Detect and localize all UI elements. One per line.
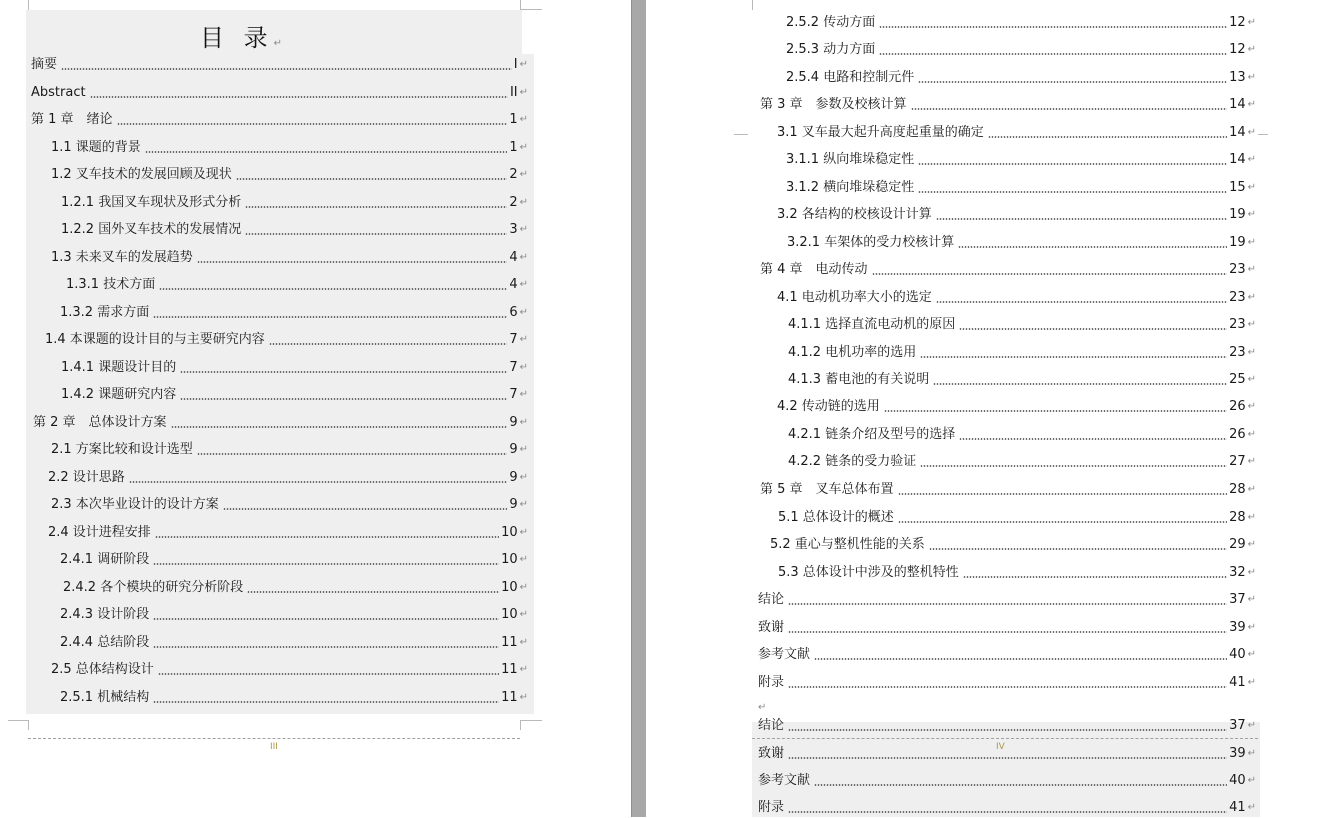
paragraph-mark: ↵	[1247, 374, 1256, 385]
paragraph-mark: ↵	[519, 554, 528, 565]
dot-leader	[90, 96, 508, 98]
dot-leader	[197, 261, 508, 263]
toc-entry-label: 4.1.2 电机功率的选用	[788, 345, 917, 360]
toc-entry-page: 32	[1229, 565, 1246, 580]
toc-entry[interactable]	[777, 123, 1256, 143]
toc-title: 目 录↵	[200, 24, 289, 52]
toc-entry[interactable]	[786, 68, 1256, 88]
toc-entry-label: 1.3 未来叉车的发展趋势	[51, 250, 193, 265]
toc-entry[interactable]	[786, 40, 1256, 60]
toc-entry[interactable]	[31, 55, 528, 75]
toc-entry[interactable]	[45, 330, 528, 350]
toc-entry[interactable]	[51, 660, 528, 680]
paragraph-mark: ↵	[1247, 44, 1256, 55]
paragraph-mark: ↵	[519, 692, 528, 703]
paragraph-mark: ↵	[519, 472, 528, 483]
toc-entry-label: 1.3.1 技术方面	[66, 277, 156, 292]
paragraph-mark: ↵	[1247, 72, 1256, 83]
dot-leader	[918, 163, 1227, 165]
paragraph-mark: ↵	[1247, 127, 1256, 138]
toc-entry-page: 6	[509, 305, 518, 320]
paragraph-mark: ↵	[1247, 748, 1256, 759]
toc-entry[interactable]	[60, 605, 528, 625]
toc-entry-page: 3	[509, 222, 518, 237]
dot-leader	[236, 178, 508, 180]
toc-entry-page: 23	[1229, 262, 1246, 277]
toc-entry[interactable]	[788, 315, 1256, 335]
paragraph-mark: ↵	[1247, 622, 1256, 633]
toc-entry-label: 5.1 总体设计的概述	[778, 510, 894, 525]
toc-entry-page: 13	[1229, 70, 1246, 85]
toc-entry[interactable]	[31, 110, 528, 130]
dot-leader	[879, 26, 1227, 28]
toc-entry-label: 第 2 章 总体设计方案	[33, 415, 167, 430]
toc-entry[interactable]	[758, 798, 1256, 818]
dot-leader	[788, 686, 1227, 688]
toc-entry-label: 4.1 电动机功率大小的选定	[777, 290, 932, 305]
paragraph-mark: ↵	[1247, 17, 1256, 28]
paragraph-mark: ↵	[1247, 802, 1256, 813]
toc-entry-page: 29	[1229, 537, 1246, 552]
toc-entry-page: II	[509, 85, 518, 100]
toc-entry-page: 10	[501, 607, 518, 622]
paragraph-mark: ↵	[1247, 347, 1256, 358]
dot-leader	[155, 536, 499, 538]
dot-leader	[129, 481, 508, 483]
toc-entry-page: 9	[509, 415, 518, 430]
toc-entry-label: 摘要	[31, 57, 58, 72]
paragraph-mark: ↵	[519, 169, 528, 180]
crop-mark	[28, 720, 29, 730]
toc-entry-label: 3.2.1 车架体的受力校核计算	[787, 235, 955, 250]
paragraph-mark: ↵	[1247, 99, 1256, 110]
toc-entry-label: 1.1 课题的背景	[51, 140, 141, 155]
toc-entry-label: 4.2.2 链条的受力验证	[788, 454, 917, 469]
paragraph-mark: ↵	[519, 362, 528, 373]
toc-entry-page: 41	[1229, 675, 1246, 690]
toc-entry[interactable]	[61, 220, 528, 240]
toc-entry-label: 4.1.3 蓄电池的有关说明	[788, 372, 930, 387]
toc-entry-page: 2	[509, 167, 518, 182]
toc-entry-page: 37	[1229, 592, 1246, 607]
toc-entry[interactable]	[60, 633, 528, 653]
toc-entry-label: 2.5.3 动力方面	[786, 42, 876, 57]
dot-leader	[918, 81, 1227, 83]
toc-entry[interactable]	[758, 716, 1256, 736]
dot-leader	[872, 273, 1228, 275]
dot-leader	[988, 136, 1227, 138]
toc-entry[interactable]	[758, 771, 1256, 791]
toc-entry-label: 1.4.1 课题设计目的	[61, 360, 177, 375]
toc-entry-label: 3.1.1 纵向堆垛稳定性	[786, 152, 915, 167]
crop-mark	[8, 720, 28, 721]
toc-entry-label: 1.4.2 课题研究内容	[61, 387, 177, 402]
toc-entry[interactable]	[48, 523, 528, 543]
toc-entry-page: 39	[1229, 620, 1246, 635]
dot-leader	[929, 548, 1227, 550]
paragraph-mark: ↵	[519, 389, 528, 400]
toc-entry-page: 23	[1229, 290, 1246, 305]
footer-rule	[28, 738, 520, 739]
crop-mark	[28, 0, 29, 10]
dot-leader	[879, 53, 1227, 55]
dot-leader	[936, 301, 1227, 303]
toc-entry[interactable]	[60, 688, 528, 708]
toc-entry[interactable]	[788, 452, 1256, 472]
toc-entry[interactable]	[61, 193, 528, 213]
toc-entry-page: 12	[1229, 15, 1246, 30]
toc-entry-page: 9	[509, 442, 518, 457]
toc-entry-page: 14	[1229, 125, 1246, 140]
dot-leader	[158, 673, 499, 675]
toc-entry-label: 2.5.2 传动方面	[786, 15, 876, 30]
dot-leader	[814, 784, 1227, 786]
paragraph-mark: ↵	[1247, 677, 1256, 688]
toc-entry[interactable]	[777, 205, 1256, 225]
toc-entry-label: 第 3 章 参数及校核计算	[760, 97, 907, 112]
toc-entry-label: 参考文献	[758, 773, 811, 788]
toc-entry[interactable]	[758, 590, 1256, 610]
toc-entry-page: 27	[1229, 454, 1246, 469]
toc-entry[interactable]	[63, 578, 528, 598]
toc-entry-label: 4.2.1 链条介绍及型号的选择	[788, 427, 956, 442]
toc-entry-page: 28	[1229, 510, 1246, 525]
dot-leader	[171, 426, 508, 428]
paragraph-mark: ↵	[519, 664, 528, 675]
dot-leader	[933, 383, 1227, 385]
toc-entry-page: 40	[1229, 773, 1246, 788]
toc-entry[interactable]	[758, 673, 1256, 693]
dot-leader	[788, 603, 1227, 605]
toc-entry-label: 5.3 总体设计中涉及的整机特性	[778, 565, 959, 580]
paragraph-mark: ↵	[519, 142, 528, 153]
toc-entry[interactable]	[760, 480, 1256, 500]
toc-entry-label: 2.5.1 机械结构	[60, 690, 150, 705]
dot-leader	[814, 658, 1227, 660]
toc-entry-label: 参考文献	[758, 647, 811, 662]
footer-rule	[752, 738, 1258, 739]
paragraph-mark: ↵	[519, 87, 528, 98]
dot-leader	[959, 438, 1227, 440]
toc-entry-label: 1.2.2 国外叉车技术的发展情况	[61, 222, 242, 237]
toc-entry-page: 12	[1229, 42, 1246, 57]
dot-leader	[153, 701, 499, 703]
empty-paragraph: ↵	[758, 702, 767, 713]
toc-entry-label: 1.3.2 需求方面	[60, 305, 150, 320]
toc-entry-label: 4.2 传动链的选用	[777, 399, 880, 414]
toc-entry[interactable]	[777, 288, 1256, 308]
dot-leader	[180, 371, 507, 373]
toc-entry[interactable]	[51, 165, 528, 185]
toc-entry-label: 第 5 章 叉车总体布置	[760, 482, 894, 497]
paragraph-mark: ↵	[1247, 292, 1256, 303]
toc-entry-page: 41	[1229, 800, 1246, 815]
toc-entry-page: 19	[1229, 235, 1246, 250]
paragraph-mark: ↵	[519, 417, 528, 428]
paragraph-mark: ↵	[1247, 209, 1256, 220]
toc-entry-label: 3.2 各结构的校核设计计算	[777, 207, 932, 222]
toc-entry[interactable]	[786, 13, 1256, 33]
toc-entry-label: 2.5.4 电路和控制元件	[786, 70, 915, 85]
toc-entry-label: 2.4.3 设计阶段	[60, 607, 150, 622]
dot-leader	[245, 206, 507, 208]
document-page-left	[0, 0, 631, 817]
toc-entry-page: 23	[1229, 345, 1246, 360]
toc-entry[interactable]	[48, 468, 528, 488]
paragraph-mark: ↵	[519, 609, 528, 620]
toc-entry-label: 2.4.4 总结阶段	[60, 635, 150, 650]
paragraph-mark: ↵	[1247, 594, 1256, 605]
dot-leader	[884, 410, 1227, 412]
page-number: III	[270, 742, 278, 752]
toc-entry-label: 1.2.1 我国叉车现状及形式分析	[61, 195, 242, 210]
toc-entry-page: 28	[1229, 482, 1246, 497]
toc-entry-page: 26	[1229, 427, 1246, 442]
toc-entry-label: 2.3 本次毕业设计的设计方案	[51, 497, 219, 512]
dot-leader	[223, 508, 508, 510]
toc-entry-page: 15	[1229, 180, 1246, 195]
toc-entry-page: 39	[1229, 746, 1246, 761]
toc-entry-page: 7	[509, 360, 518, 375]
toc-entry[interactable]	[758, 618, 1256, 638]
paragraph-mark: ↵	[1247, 567, 1256, 578]
paragraph-mark: ↵	[1247, 484, 1256, 495]
dot-leader	[963, 576, 1227, 578]
dot-leader	[159, 288, 507, 290]
page-gutter	[631, 0, 647, 817]
toc-entry-label: 3.1.2 横向堆垛稳定性	[786, 180, 915, 195]
toc-entry-label: 附录	[758, 675, 785, 690]
dot-leader	[197, 453, 508, 455]
toc-entry[interactable]	[60, 550, 528, 570]
toc-entry[interactable]	[788, 370, 1256, 390]
crop-mark	[520, 720, 542, 721]
paragraph-mark: ↵	[519, 637, 528, 648]
toc-entry-label: 附录	[758, 800, 785, 815]
dot-leader	[788, 631, 1227, 633]
page-number: IV	[996, 742, 1005, 752]
toc-entry-label: 5.2 重心与整机性能的关系	[770, 537, 925, 552]
dot-leader	[959, 328, 1227, 330]
toc-entry[interactable]	[760, 95, 1256, 115]
toc-entry-label: 2.5 总体结构设计	[51, 662, 154, 677]
toc-entry-label: 1.2 叉车技术的发展回顾及现状	[51, 167, 232, 182]
dot-leader	[247, 591, 499, 593]
toc-entry[interactable]	[31, 83, 528, 103]
paragraph-mark: ↵	[1247, 401, 1256, 412]
toc-entry[interactable]	[760, 260, 1256, 280]
dot-leader	[920, 356, 1227, 358]
dot-leader	[245, 233, 507, 235]
dot-leader	[180, 398, 507, 400]
toc-entry-page: 4	[509, 277, 518, 292]
toc-entry[interactable]	[60, 303, 528, 323]
crop-mark	[734, 134, 748, 135]
paragraph-mark: ↵	[1247, 775, 1256, 786]
toc-entry-page: 23	[1229, 317, 1246, 332]
toc-entry-page: 19	[1229, 207, 1246, 222]
paragraph-mark: ↵	[1247, 182, 1256, 193]
dot-leader	[898, 521, 1227, 523]
toc-entry-label: 1.4 本课题的设计目的与主要研究内容	[45, 332, 265, 347]
dot-leader	[117, 123, 508, 125]
toc-entry[interactable]	[778, 508, 1256, 528]
toc-entry-page: 25	[1229, 372, 1246, 387]
toc-entry[interactable]	[788, 343, 1256, 363]
dot-leader	[153, 563, 499, 565]
toc-entry[interactable]	[758, 744, 1256, 764]
toc-entry[interactable]	[786, 150, 1256, 170]
toc-entry-label: 结论	[758, 718, 785, 733]
toc-entry-label: 2.4.1 调研阶段	[60, 552, 150, 567]
crop-mark	[520, 9, 542, 10]
paragraph-mark: ↵	[519, 334, 528, 345]
paragraph-mark: ↵	[519, 279, 528, 290]
toc-entry[interactable]	[786, 178, 1256, 198]
toc-entry-page: 7	[509, 387, 518, 402]
dot-leader	[269, 343, 508, 345]
dot-leader	[153, 316, 507, 318]
toc-entry-label: 3.1 叉车最大起升高度起重量的确定	[777, 125, 984, 140]
toc-entry-page: 40	[1229, 647, 1246, 662]
toc-entry[interactable]	[787, 233, 1256, 253]
toc-entry-label: Abstract	[31, 85, 86, 100]
toc-entry-label: 2.4.2 各个模块的研究分析阶段	[63, 580, 244, 595]
toc-entry-label: 致谢	[758, 746, 785, 761]
dot-leader	[788, 729, 1227, 731]
dot-leader	[918, 191, 1227, 193]
toc-entry[interactable]	[51, 495, 528, 515]
toc-entry-page: 11	[501, 662, 518, 677]
paragraph-mark: ↵	[1247, 319, 1256, 330]
toc-entry-page: 10	[501, 580, 518, 595]
paragraph-mark: ↵	[1247, 154, 1256, 165]
toc-entry[interactable]	[51, 440, 528, 460]
toc-entry[interactable]	[778, 563, 1256, 583]
toc-entry-page: 2	[509, 195, 518, 210]
toc-entry-label: 致谢	[758, 620, 785, 635]
toc-entry-page: 1	[509, 112, 518, 127]
dot-leader	[911, 108, 1228, 110]
toc-entry-page: 9	[509, 497, 518, 512]
toc-entry[interactable]	[66, 275, 528, 295]
dot-leader	[153, 646, 499, 648]
toc-entry[interactable]	[758, 645, 1256, 665]
dot-leader	[788, 757, 1227, 759]
toc-entry-label: 2.4 设计进程安排	[48, 525, 151, 540]
dot-leader	[61, 68, 512, 70]
toc-entry-label: 2.1 方案比较和设计选型	[51, 442, 193, 457]
paragraph-mark: ↵	[519, 582, 528, 593]
toc-entry-page: 7	[509, 332, 518, 347]
toc-entry-label: 2.2 设计思路	[48, 470, 125, 485]
dot-leader	[788, 811, 1227, 813]
dot-leader	[936, 218, 1227, 220]
toc-entry[interactable]	[51, 138, 528, 158]
crop-mark	[520, 720, 521, 730]
toc-entry-label: 第 4 章 电动传动	[760, 262, 868, 277]
dot-leader	[145, 151, 508, 153]
paragraph-mark: ↵	[519, 444, 528, 455]
paragraph-mark: ↵	[519, 252, 528, 263]
paragraph-mark: ↵	[1247, 720, 1256, 731]
toc-entry-page: 10	[501, 525, 518, 540]
paragraph-mark: ↵	[1247, 649, 1256, 660]
paragraph-mark: ↵	[519, 224, 528, 235]
dot-leader	[898, 493, 1228, 495]
toc-entry-page: 4	[509, 250, 518, 265]
toc-entry-label: 4.1.1 选择直流电动机的原因	[788, 317, 956, 332]
toc-entry-page: 10	[501, 552, 518, 567]
paragraph-mark: ↵	[519, 499, 528, 510]
paragraph-mark: ↵	[519, 527, 528, 538]
toc-entry[interactable]	[61, 358, 528, 378]
toc-entry[interactable]	[788, 425, 1256, 445]
toc-entry-page: 1	[509, 140, 518, 155]
paragraph-mark: ↵	[519, 197, 528, 208]
toc-entry-page: 14	[1229, 152, 1246, 167]
toc-entry-page: 11	[501, 635, 518, 650]
toc-entry[interactable]	[61, 385, 528, 405]
toc-entry-page: 37	[1229, 718, 1246, 733]
paragraph-mark: ↵	[1247, 456, 1256, 467]
toc-entry-label: 结论	[758, 592, 785, 607]
paragraph-mark: ↵	[1247, 237, 1256, 248]
paragraph-mark: ↵	[519, 307, 528, 318]
paragraph-mark: ↵	[1247, 512, 1256, 523]
toc-entry[interactable]	[33, 413, 528, 433]
toc-entry[interactable]	[770, 535, 1256, 555]
toc-entry-page: 9	[509, 470, 518, 485]
paragraph-mark: ↵	[1247, 429, 1256, 440]
paragraph-mark: ↵	[519, 114, 528, 125]
toc-entry-page: 26	[1229, 399, 1246, 414]
toc-entry[interactable]	[777, 397, 1256, 417]
toc-entry-page: I	[513, 57, 518, 72]
dot-leader	[153, 618, 499, 620]
toc-entry-page: 14	[1229, 97, 1246, 112]
crop-mark	[752, 0, 753, 10]
paragraph-mark: ↵	[1247, 264, 1256, 275]
dot-leader	[958, 246, 1227, 248]
paragraph-mark: ↵	[519, 59, 528, 70]
paragraph-mark: ↵	[1247, 539, 1256, 550]
crop-mark	[1258, 134, 1268, 135]
toc-entry-page: 11	[501, 690, 518, 705]
toc-entry[interactable]	[51, 248, 528, 268]
dot-leader	[920, 465, 1227, 467]
toc-entry-label: 第 1 章 绪论	[31, 112, 113, 127]
document-page-right	[646, 0, 1317, 817]
